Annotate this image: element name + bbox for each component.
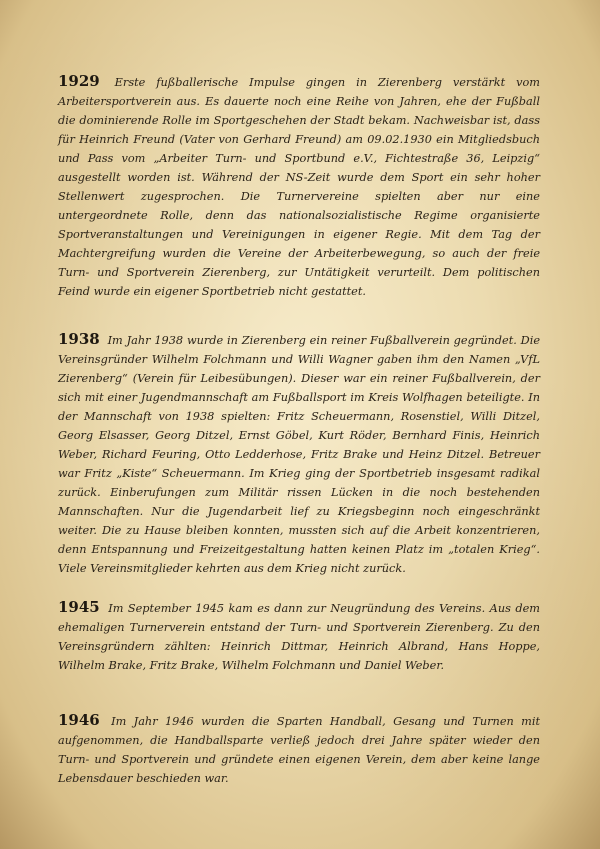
section-text: Im Jahr 1938 wurde in Zierenberg ein reiner Fußballverein gegründet. Die Vereinsgründer Wilhelm Folchmann und Willi Wagner gaben ihm den Namen „VfL Zierenberg“ (Verein für Leibesübungen). Dieser war ein reiner Fußballverein, der sich mit einer Jugendmannschaft am Fußballsport im Kreis Wolfhagen beteiligte. In der Mannschaft von 1938 spielten: Fritz Scheuermann, Rosenstiel, Willi Ditzel, Georg Elsasser, Georg Ditzel, Ernst Göbel, Kurt Röder, Bernhard Finis, Heinrich Weber, Richard Feuring, Otto Ledderhose, Fritz Brake und Heinz Ditzel. Betreuer war Fritz „Kiste“ Scheuermann. Im Krieg ging der Sportbetrieb insgesamt radikal zurück. Einberufungen zum Militär rissen Lücken in die noch bestehenden Mannschaften. Nur die Jugendarbeit lief zu Kriegsbeginn noch eingeschränkt weiter. Die zu Hause bleiben konnten, mussten sich auf die Arbeit konzentrieren, denn Entspannung und Freizeitgestaltung hatten keinen Platz im „totalen Krieg“. Viele Vereinsmitglieder kehrten aus dem Krieg nicht zurück. xyxy=(58,334,541,575)
section-text: Im September 1945 kam es dann zur Neugründung des Vereins. Aus dem ehemaligen Turnerverein entstand der Turn- und Sportverein Zierenberg. Zu den Vereinsgründern zählten: Heinrich Dittmar, Heinrich Albrand, Hans Hoppe, Wilhelm Brake, Fritz Brake, Wilhelm Folchmann und Daniel Weber. xyxy=(58,602,541,672)
section-year: 1946 xyxy=(58,711,100,729)
history-section-1945 xyxy=(58,598,540,675)
history-section-1946 xyxy=(58,711,540,788)
section-year: 1929 xyxy=(58,72,100,90)
section-year: 1938 xyxy=(58,330,100,348)
history-section-1938 xyxy=(58,330,540,578)
section-year: 1945 xyxy=(58,598,100,616)
section-text: Im Jahr 1946 wurden die Sparten Handball, Gesang und Turnen mit aufgenommen, die Handballsparte verließ jedoch drei Jahre später wieder den Turn- und Sportverein und gründete einen eigenen Verein, dem aber keine lange Lebensdauer beschieden war. xyxy=(58,715,541,785)
history-section-1929 xyxy=(58,72,540,301)
section-text: Erste fußballerische Impulse gingen in Zierenberg verstärkt vom Arbeitersportverein aus. Es dauerte noch eine Reihe von Jahren, ehe der Fußball die dominierende Rolle im Sportgeschehen der Stadt bekam. Nachweisbar ist, dass für Heinrich Freund (Vater von Gerhard Freund) am 09.02.1930 ein Mitgliedsbuch und Pass vom „Arbeiter Turn- und Sportbund e.V., Fichtestraße 36, Leipzig“ ausgestellt worden ist. Während der NS-Zeit wurde dem Sport ein sehr hoher Stellenwert zugesprochen. Die Turnervereine spielten aber nur eine untergeordnete Rolle, denn das nationalsozialistische Regime organisierte Sportveranstaltungen und Vereinigungen in eigener Regie. Mit dem Tag der Machtergreifung wurden die Vereine der Arbeiterbewegung, so auch der freie Turn- und Sportverein Zierenberg, zur Untätigkeit verurteilt. Dem politischen Feind wurde ein eigener Sportbetrieb nicht gestattet. xyxy=(58,76,540,298)
